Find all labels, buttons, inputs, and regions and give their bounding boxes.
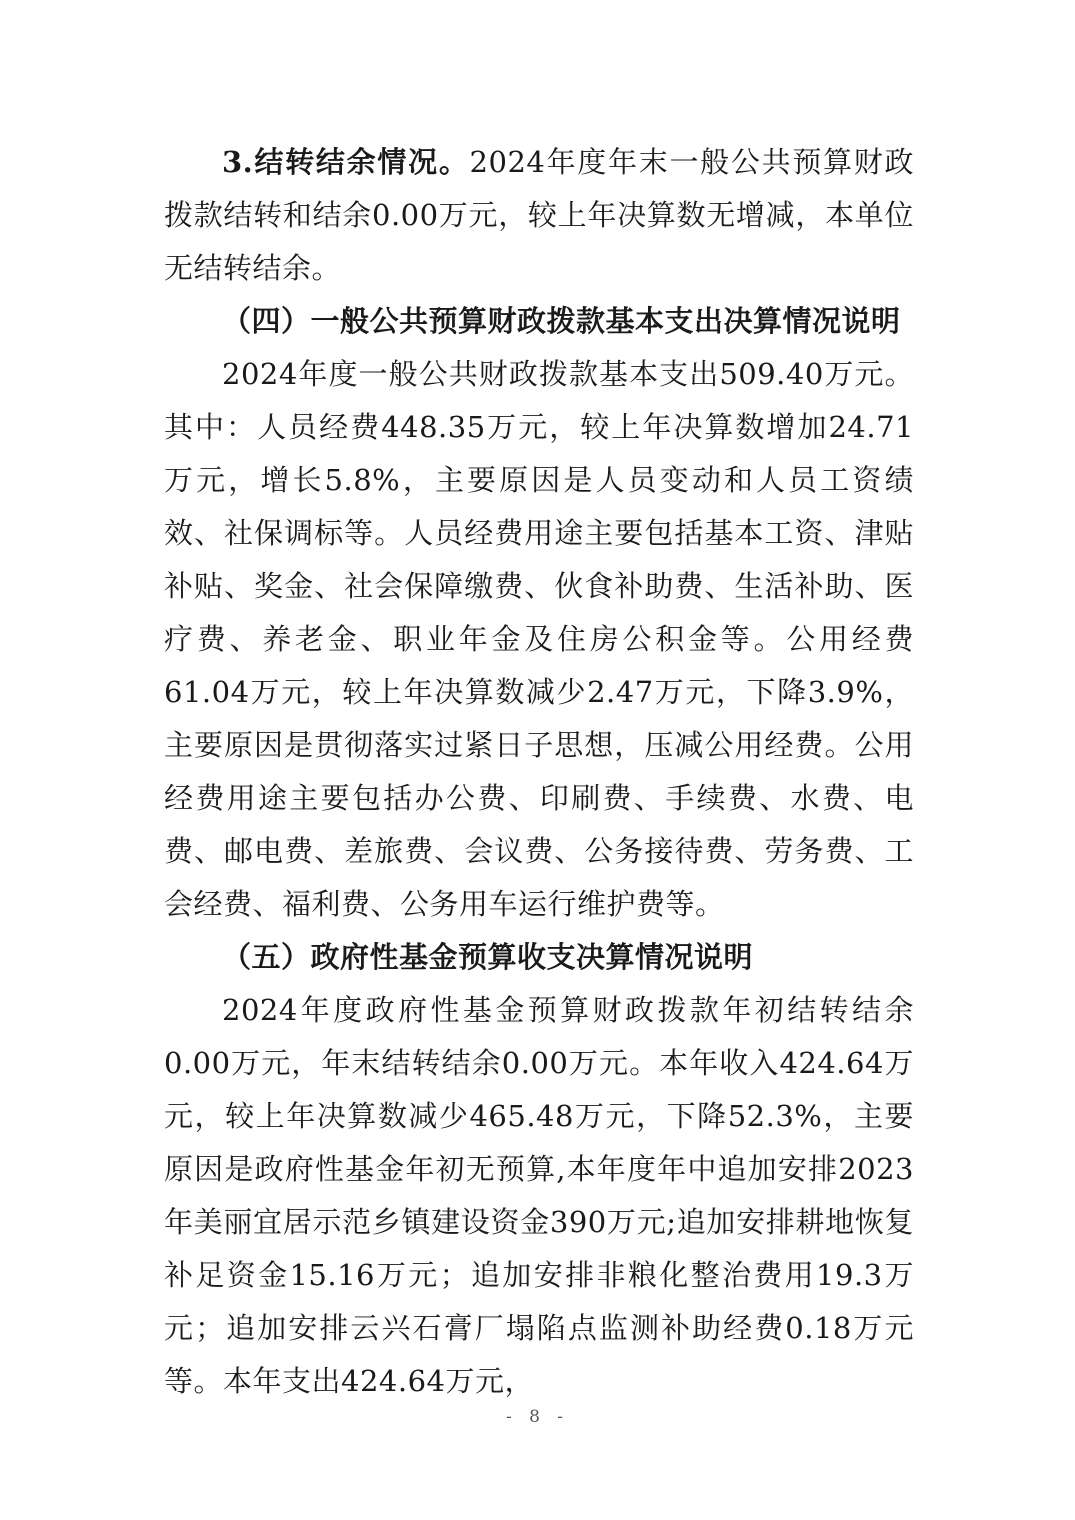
section-heading-basic-expenditure: （四）一般公共预算财政拨款基本支出决算情况说明 <box>222 304 901 338</box>
section-heading-government-fund: （五）政府性基金预算收支决算情况说明 <box>222 940 754 974</box>
paragraph-government-fund: 2024年度政府性基金预算财政拨款年初结转结余0.00万元，年末结转结余0.00万元。本年收入424.64万元，较上年决算数减少465.48万元，下降52.3%，主要原因是政府性基金年初无预算,本年度年中追加安排2023年美丽宜居示范乡镇建设资金390万元;追加安排耕地恢复补足资金15.16万元；追加安排非粮化整治费用19.3万元；追加安排云兴石膏厂塌陷点监测补助经费0.18万元等。本年支出424.64万元， <box>164 993 914 1398</box>
document-body <box>164 136 914 1408</box>
page-number: - 8 - <box>505 1407 570 1427</box>
paragraph-text: 2024年度年末一般公共预算财政拨款结转和结余0.00万元，较上年决算数无增减，本单位无结转结余。 <box>164 145 914 285</box>
paragraph-basic-expenditure: 2024年度一般公共财政拨款基本支出509.40万元。其中：人员经费448.35万元，较上年决算数增加24.71万元，增长5.8%，主要原因是人员变动和人员工资绩效、社保调标等。人员经费用途主要包括基本工资、津贴补贴、奖金、社会保障缴费、伙食补助费、生活补助、医疗费、养老金、职业年金及住房公积金等。公用经费61.04万元，较上年决算数减少2.47万元，下降3.9%，主要原因是贯彻落实过紧日子思想，压减公用经费。公用经费用途主要包括办公费、印刷费、手续费、水费、电费、邮电费、差旅费、会议费、公务接待费、劳务费、工会经费、福利费、公务用车运行维护费等。 <box>164 357 914 921</box>
paragraph-lead: 3.结转结余情况。 <box>222 145 470 179</box>
paragraph-carryover-balance <box>164 136 914 295</box>
